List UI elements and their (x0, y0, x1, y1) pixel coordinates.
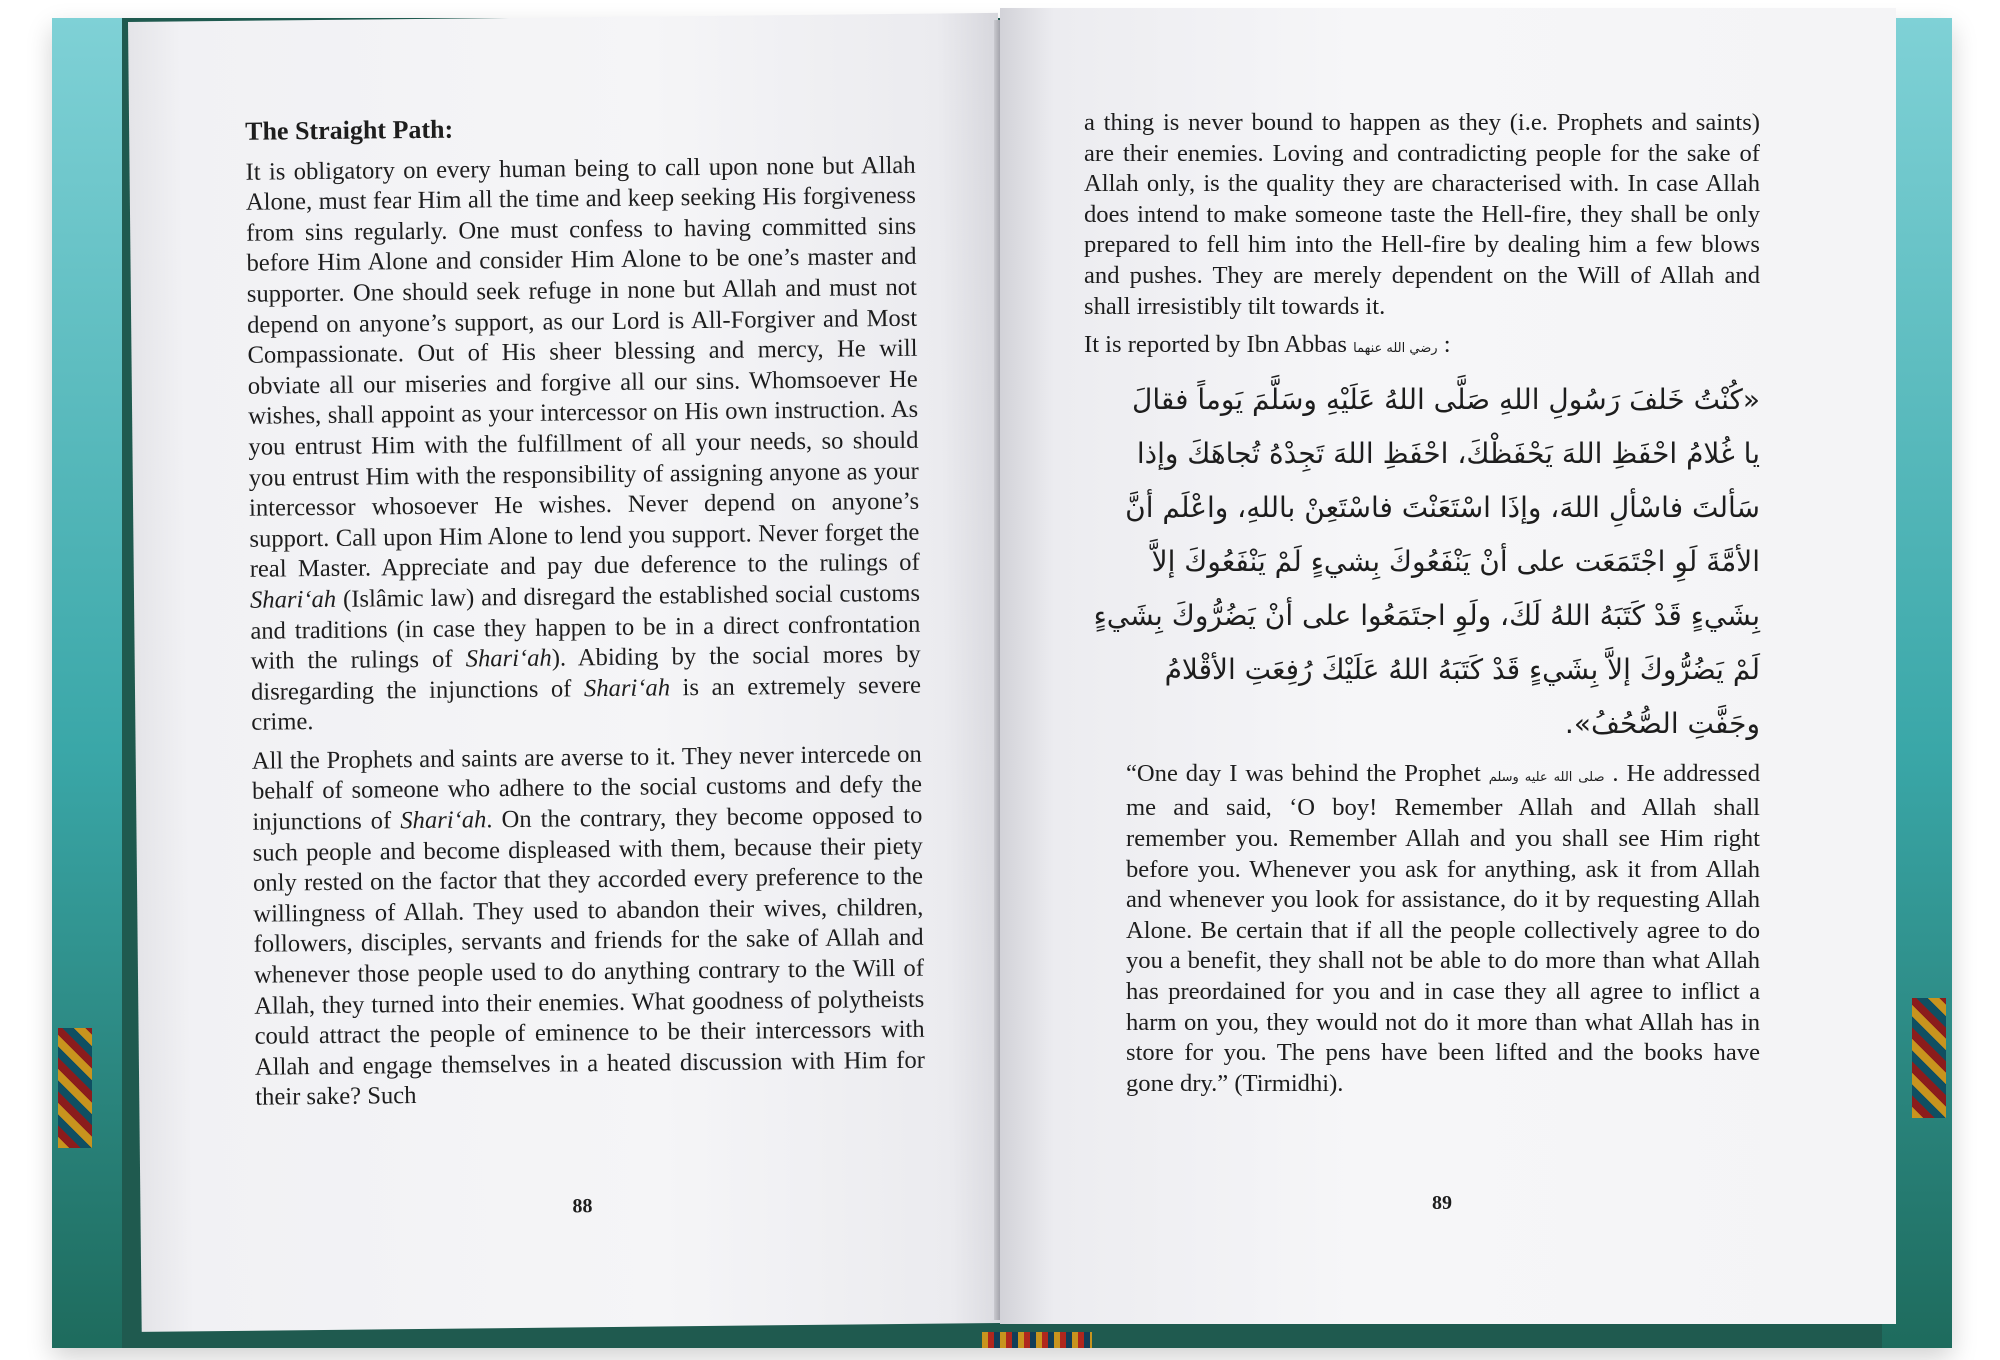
arabic-line: يا غُلامُ احْفَظِ اللهَ يَحْفَظْكَ، احْفَظِ اللهَ تَجِدْهُ تُجاهَكَ وإذا (1136, 436, 1760, 470)
hadith-translation: “One day I was behind the Prophet صلى الله عليه وسلم . He addressed me and said, ‘O boy! Remember Allah and Allah shall remember you. Remember Allah and you shall see Him right before you. Whenever you ask for anything, ask it from Allah and whenever you look for assistance, do it by requesting Allah Alone. Be certain that if all the people collectively agree to do you a benefit, they shall not be able to do more than what Allah has preordained for you and in case they all agree to inflict a harm on you, they would not do it more than what Allah has in store for you. The pens have been lifted and the books have gone dry.” (Tirmidhi). (1126, 759, 1761, 1097)
left-paragraph-2: All the Prophets and saints are averse to it. They never intercede on behalf of someone who adhere to the social customs and defy the injunctions of Shari‘ah. On the contrary, they become opposed to such people and become displeased with them, because their piety only rested on the factor that they accorded every preference to the willingness of Allah. They used to abandon their wives, children, followers, disciples, servants and friends for the sake of Allah and whenever those people used to do anything contrary to the Will of Allah, they turned into their enemies. What goodness of polytheists could attract the people of eminence to be their intercessors with Allah and engage themselves in a heated discussion with Him for their sake? Such (251, 740, 926, 1112)
section-heading: The Straight Path: (244, 114, 454, 146)
page-number-left: 88 (572, 1195, 593, 1218)
honorific-ibn-abbas: رضي الله عنهما (1353, 341, 1438, 357)
cover-edge-left (52, 18, 122, 1348)
honorific-prophet: صلى الله عليه وسلم (1488, 769, 1605, 785)
left-paragraph-1: It is obligatory on every human being to call upon none but Allah Alone, must fear Him all the time and keep seeking His forgiveness from sins regularly. One must confess to having committed sins before Him Alone and consider Him Alone to be one’s master and supporter. One should seek refuge in none but Allah and must not depend on anyone’s support, as our Lord is All-Forgiver and Most Compassionate. Out of His sheer blessing and mercy, He will obviate all our miseries and forgive all our sins. Whomsoever He wishes, shall appoint as your intercessor on His own instruction. As you entrust Him with the fulfillment of all your needs, so should you entrust Him with the responsibility of assigning anyone as your intercessor whosoever He wishes. Never depend on anyone’s support. Call upon Him Alone to lend you support. Never forget the real Master. Appreciate and pay due deference to the rulings of Shari‘ah (Islâmic law) and disregard the established social customs and traditions (in case they happen to be in a direct confrontation with the rulings of Shari‘ah). Abiding by the social mores by disregarding the injunctions of Shari‘ah is an extremely severe crime. (245, 151, 922, 737)
left-page-text (245, 110, 925, 1122)
right-page (1000, 8, 1896, 1324)
arabic-line: سَألتَ فاسْألِ اللهَ، وإذَا اسْتَعَنْتَ فاسْتَعِنْ باللهِ، واعْلَم أنَّ (1125, 490, 1760, 524)
arabic-line: بِشَيءٍ قَدْ كَتَبَهُ اللهُ لَكَ، ولَوِ اجتَمَعُوا على أنْ يَضُرُّوكَ بِشَيءٍ (1093, 598, 1760, 632)
spine-headband (982, 1332, 1092, 1348)
page-number-right: 89 (1432, 1192, 1452, 1214)
arabic-line: وجَفَّتِ الصُّحُفُ». (1564, 706, 1760, 740)
cover-ornament-right (1912, 998, 1946, 1118)
arabic-line: «كُنْتُ خَلفَ رَسُولِ اللهِ صَلَّى اللهُ عَلَيْهِ وسَلَّمَ يَوماً فقالَ (1132, 382, 1760, 416)
arabic-line: لَمْ يَضُرُّوكَ إلاَّ بِشَيءٍ قَدْ كَتَبَهُ اللهُ عَلَيْكَ رُفِعَتِ الأقْلامُ (1164, 652, 1760, 686)
cover-ornament-left (58, 1028, 92, 1148)
left-page (128, 13, 1012, 1332)
right-paragraph-1: a thing is never bound to happen as they (i.e. Prophets and saints) are their enemies. Loving and contradicting people for the sake of Allah only, is the quality they are characterised with. In case Allah does intend to make someone taste the Hell-fire, they shall be only prepared to fell him into the Hell-fire by dealing him a few blows and pushes. They are merely dependent on the Will of Allah and shall irresistibly tilt towards it. (1084, 109, 1760, 320)
arabic-hadith-text (1084, 373, 1760, 751)
hadith-attribution: It is reported by Ibn Abbas رضي الله عنهما : (1084, 331, 1451, 359)
arabic-line: الأمَّةَ لَوِ اجْتَمَعَت على أنْ يَنْفَعُوكَ بِشيءٍ لَمْ يَنْفَعُوكَ إلاَّ (1151, 544, 1760, 578)
right-page-text (1084, 108, 1760, 1107)
